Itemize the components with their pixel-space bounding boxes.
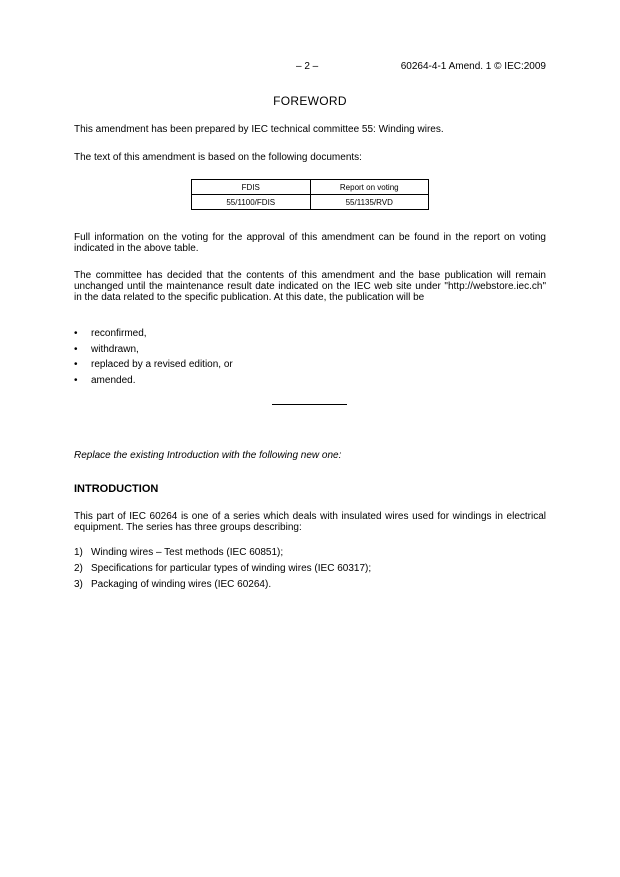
publication-status-list — [74, 327, 233, 389]
page-header — [0, 61, 620, 75]
list-item — [74, 562, 371, 578]
list-number: 1) — [74, 547, 83, 558]
series-groups-list — [74, 546, 371, 594]
table-header-row — [192, 180, 429, 195]
list-item — [74, 578, 371, 594]
list-item-text: replaced by a revised edition, or — [91, 359, 233, 370]
list-item-text: Specifications for particular types of winding wires (IEC 60317); — [91, 563, 372, 574]
list-item — [74, 343, 233, 359]
foreword-paragraph-documents: The text of this amendment is based on the following documents: — [74, 152, 362, 163]
bullet-icon: • — [74, 374, 78, 386]
foreword-paragraph-voting-info: Full information on the voting for the approval of this amendment can be found in the report on voting indicated in the above table. — [74, 232, 546, 254]
table-cell: 55/1135/RVD — [310, 195, 429, 210]
table-header-cell: FDIS — [192, 180, 311, 195]
bullet-icon: • — [74, 359, 78, 370]
voting-documents-table — [191, 179, 429, 210]
introduction-paragraph: This part of IEC 60264 is one of a series which deals with insulated wires used for windings in electrical equipment. The series has three groups describing: — [74, 511, 546, 533]
list-item — [74, 327, 233, 343]
page-number: – 2 – — [296, 61, 319, 72]
list-item-text: reconfirmed, — [91, 328, 147, 339]
table-cell: 55/1100/FDIS — [192, 195, 311, 210]
list-number: 3) — [74, 579, 83, 590]
table-row — [192, 195, 429, 210]
foreword-paragraph-maintenance: The committee has decided that the contents of this amendment and the base publication will remain unchanged until the maintenance result date indicated on the IEC web site under "http://webstore.iec.ch" in the data related to the specific publication. At this date, the publication will be — [74, 270, 546, 303]
list-item — [74, 546, 371, 562]
list-item-text: Winding wires – Test methods (IEC 60851); — [91, 547, 284, 558]
list-item-text: Packaging of winding wires (IEC 60264). — [91, 579, 272, 590]
foreword-paragraph-committee: This amendment has been prepared by IEC technical committee 55: Winding wires. — [74, 124, 444, 135]
list-item — [74, 358, 233, 374]
replace-instruction: Replace the existing Introduction with the following new one: — [74, 450, 342, 461]
bullet-icon: • — [74, 328, 78, 339]
section-divider — [272, 404, 347, 405]
foreword-title: FOREWORD — [273, 94, 347, 108]
list-item-text: amended. — [91, 374, 136, 386]
list-item-text: withdrawn, — [91, 343, 139, 355]
list-item — [74, 374, 233, 390]
list-number: 2) — [74, 563, 83, 574]
introduction-heading: INTRODUCTION — [74, 483, 159, 495]
table-header-cell: Report on voting — [310, 180, 429, 195]
bullet-icon: • — [74, 343, 78, 355]
document-id: 60264-4-1 Amend. 1 © IEC:2009 — [400, 61, 546, 72]
